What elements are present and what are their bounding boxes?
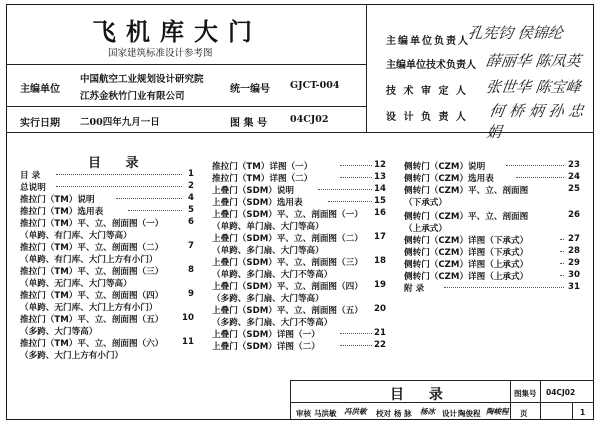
toc-entry-page: 14 xyxy=(374,184,386,194)
dot-leader xyxy=(506,165,564,166)
review-label: 审核 xyxy=(296,409,311,418)
atlas-subtitle: 国家建筑标准设计参考图 xyxy=(108,48,213,59)
page-label: 页 xyxy=(520,409,528,418)
toc-heading: 目 录 xyxy=(88,156,149,171)
atlas-number-label: 图 集 号 xyxy=(230,118,267,129)
toc-entry-text: 侧转门（CZM）详图（上承式） xyxy=(404,260,529,270)
toc-entry-text: 目 录 xyxy=(20,171,41,181)
title-block-title: 目 录 xyxy=(390,387,453,403)
atlas-label: 图集号 xyxy=(514,389,537,398)
date-value: 二00四年九月一日 xyxy=(80,117,160,128)
toc-entry-text: 侧转门（CZM）平、立、剖面图 xyxy=(404,212,529,222)
handwritten-signature: 杨冰 xyxy=(420,407,435,416)
toc-entry-page: 4 xyxy=(188,193,194,203)
toc-entry-text: 总说明 xyxy=(20,183,46,193)
toc-entry-text: 上叠门（SDM）选用表 xyxy=(212,198,303,208)
toc-entry-text: 侧转门（CZM）详图（下承式） xyxy=(404,236,529,246)
toc-entry-text: 推拉门（TM）平、立、剖面图（六） xyxy=(20,339,164,349)
serial-label: 统一编号 xyxy=(230,84,270,95)
design-name: 陶俊程 xyxy=(458,409,481,418)
responsible-label: 技 术 审 定 人 xyxy=(386,86,468,97)
dot-leader xyxy=(318,189,372,190)
toc-entry-text: （单跨、无门库、大门等高） xyxy=(20,279,132,289)
toc-entry-text: 推拉门（TM）详图（二） xyxy=(212,174,313,184)
info-column-divider xyxy=(366,4,367,132)
toc-entry-text: （单跨、无门库、大门上方有小门） xyxy=(20,303,158,313)
review-name: 马洪敏 xyxy=(314,409,337,418)
dot-leader xyxy=(516,177,564,178)
toc-entry-text: 推拉门（TM）平、立、剖面图（一） xyxy=(20,219,164,229)
toc-entry-page: 24 xyxy=(568,172,580,182)
toc-entry-text: 推拉门（TM）平、立、剖面图（四） xyxy=(20,291,164,301)
page-number: 1 xyxy=(580,408,586,417)
serial-value: GJCT-004 xyxy=(290,80,340,91)
toc-entry-page: 29 xyxy=(568,258,580,268)
responsible-label: 设 计 负 责 人 xyxy=(386,112,468,123)
atlas-number-value: 04CJ02 xyxy=(290,114,329,125)
title-block xyxy=(290,380,594,420)
toc-entry-text: 上叠门（SDM）平、立、剖面图（四） xyxy=(212,282,363,292)
title-block-border xyxy=(290,380,291,420)
dot-leader xyxy=(128,210,182,211)
toc-entry-text: （单跨、单门扇、大门等高） xyxy=(212,222,324,232)
toc-entry-page: 7 xyxy=(188,241,194,251)
toc-entry-page: 23 xyxy=(568,160,580,170)
toc-entry-text: （单跨、有门库、大门上方有小门） xyxy=(20,255,158,265)
toc-entry-page: 25 xyxy=(568,184,580,194)
toc-entry-text: （多跨、大门上方有小门） xyxy=(20,351,124,361)
toc-entry-text: （多跨、多门扇、大门等高） xyxy=(212,294,324,304)
toc-entry-text: 推拉门（TM）平、立、剖面图（二） xyxy=(20,243,164,253)
toc-entry-page: 11 xyxy=(182,337,194,347)
design-label: 设计 xyxy=(442,409,457,418)
toc-entry-text: 上叠门（SDM）说明 xyxy=(212,186,295,196)
toc-entry-page: 31 xyxy=(568,282,580,292)
dot-leader xyxy=(328,201,372,202)
toc-entry-text: 上叠门（SDM）详图（二） xyxy=(212,342,320,352)
handwritten-signature: 孔宪钧 侯锦纶 xyxy=(466,24,564,42)
toc-entry-text: （单跨、有门库、大门等高） xyxy=(20,231,132,241)
date-label: 实行日期 xyxy=(20,118,60,129)
title-block-divider xyxy=(572,402,573,420)
toc-entry-text: 上叠门（SDM）平、立、剖面图（二） xyxy=(212,234,363,244)
dot-leader xyxy=(444,287,564,288)
toc-entry-page: 5 xyxy=(188,205,194,215)
editor-unit-1: 中国航空工业规划设计研究院 xyxy=(80,74,204,85)
toc-entry-text: 推拉门（TM）平、立、剖面图（三） xyxy=(20,267,164,277)
toc-entry-text: 上叠门（SDM）平、立、剖面图（三） xyxy=(212,258,363,268)
toc-entry-text: 侧转门（CZM）说明 xyxy=(404,162,486,172)
title-block-border xyxy=(290,380,594,381)
toc-entry-text: （单跨、多门扇、大门等高） xyxy=(212,246,324,256)
toc-entry-text: 侧转门（CZM）选用表 xyxy=(404,174,494,184)
toc-entry-page: 22 xyxy=(374,340,386,350)
responsible-label: 主编单位负责人 xyxy=(386,36,470,47)
info-divider xyxy=(6,106,366,107)
toc-entry-page: 10 xyxy=(182,313,194,323)
toc-entry-page: 15 xyxy=(374,196,386,206)
toc-entry-text: 侧转门（CZM）平、立、剖面图 xyxy=(404,186,529,196)
editor-unit-2: 江苏金秋竹门业有限公司 xyxy=(80,91,185,102)
dot-leader xyxy=(340,165,372,166)
handwritten-signature: 薛丽华 陈凤英 xyxy=(484,52,582,70)
dot-leader xyxy=(560,239,564,240)
toc-entry-page: 2 xyxy=(188,181,194,191)
toc-entry-page: 16 xyxy=(374,208,386,218)
info-divider xyxy=(6,64,366,65)
responsible-label: 主编单位技术负责人 xyxy=(386,60,476,71)
title-block-divider xyxy=(510,380,511,420)
toc-entry-page: 27 xyxy=(568,234,580,244)
toc-entry-text: 推拉门（TM）选用表 xyxy=(20,207,104,217)
toc-entry-page: 21 xyxy=(374,328,386,338)
handwritten-signature: 陶峻程 xyxy=(486,407,509,416)
toc-entry-text: （下承式） xyxy=(404,198,447,208)
toc-entry-text: 上叠门（SDM）平、立、剖面图（一） xyxy=(212,210,363,220)
toc-entry-text: 上叠门（SDM）详图（一） xyxy=(212,330,320,340)
atlas-value: 04CJ02 xyxy=(546,388,576,397)
toc-entry-text: 推拉门（TM）平、立、剖面图（五） xyxy=(20,315,164,325)
toc-entry-page: 28 xyxy=(568,246,580,256)
dot-leader xyxy=(560,251,564,252)
dot-leader xyxy=(560,275,564,276)
dot-leader xyxy=(116,198,182,199)
toc-entry-page: 17 xyxy=(374,232,386,242)
toc-entry-text: （多跨、大门等高） xyxy=(20,327,98,337)
toc-entry-page: 1 xyxy=(188,169,194,179)
dot-leader xyxy=(340,177,372,178)
toc-entry-page: 18 xyxy=(374,256,386,266)
toc-entry-page: 12 xyxy=(374,160,386,170)
toc-entry-text: 推拉门（TM）说明 xyxy=(20,195,95,205)
dot-leader xyxy=(560,263,564,264)
toc-entry-text: 推拉门（TM）详图（一） xyxy=(212,162,313,172)
handwritten-signature: 张世华 陈宝峰 xyxy=(484,78,582,96)
toc-entry-text: 附 录 xyxy=(404,284,425,294)
toc-entry-page: 13 xyxy=(374,172,386,182)
toc-entry-page: 30 xyxy=(568,270,580,280)
toc-entry-page: 8 xyxy=(188,265,194,275)
toc-entry-page: 6 xyxy=(188,217,194,227)
dot-leader xyxy=(340,333,372,334)
toc-entry-text: 侧转门（CZM）详图（上承式） xyxy=(404,272,529,282)
toc-entry-text: （多跨、多门扇、大门不等高） xyxy=(212,318,333,328)
handwritten-signature: 冯洪敏 xyxy=(344,407,367,416)
toc-entry-text: 上叠门（SDM）平、立、剖面图（五） xyxy=(212,306,363,316)
check-name: 杨 脉 xyxy=(394,409,412,418)
dot-leader xyxy=(56,174,182,175)
check-label: 校对 xyxy=(376,409,391,418)
toc-entry-text: （单跨、多门扇、大门不等高） xyxy=(212,270,333,280)
handwritten-signature: 何 桥 炳 孙 忠 娟 xyxy=(485,102,585,141)
editor-unit-label: 主编单位 xyxy=(20,84,60,95)
dot-leader xyxy=(56,186,182,187)
title-block-divider xyxy=(540,380,541,420)
toc-entry-page: 26 xyxy=(568,210,580,220)
dot-leader xyxy=(340,345,372,346)
toc-entry-text: （上承式） xyxy=(404,224,447,234)
atlas-title: 飞机库大门 xyxy=(92,18,262,46)
toc-entry-page: 9 xyxy=(188,289,194,299)
toc-entry-text: 侧转门（CZM）详图（下承式） xyxy=(404,248,529,258)
toc-entry-page: 20 xyxy=(374,304,386,314)
toc-entry-page: 19 xyxy=(374,280,386,290)
